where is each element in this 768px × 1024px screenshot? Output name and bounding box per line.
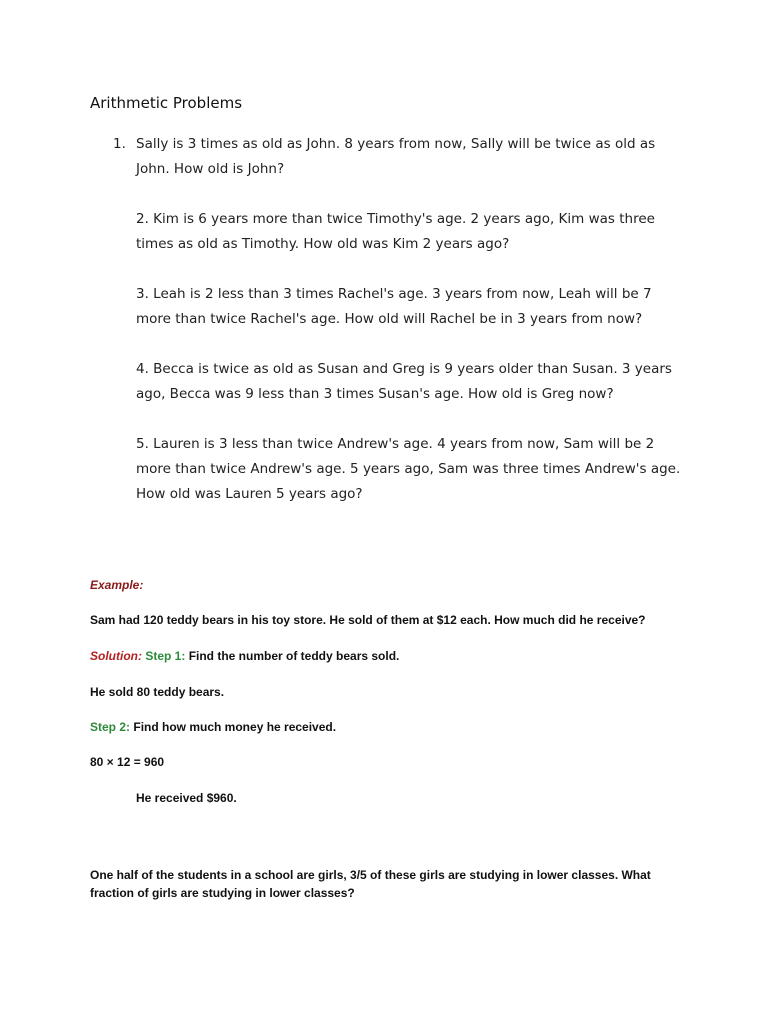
problem-1 — [136, 132, 696, 182]
calculation: 80 × 12 = 960 — [90, 755, 165, 769]
problem-2-line-2: times as old as Timothy. How old was Kim 2 years ago? — [136, 236, 510, 252]
solution-label: Solution: — [90, 649, 142, 663]
problem-3-line-1: 3. Leah is 2 less than 3 times Rachel's age. 3 years from now, Leah will be 7 — [136, 286, 652, 302]
problem-4 — [136, 357, 696, 407]
step-2-label: Step 2: — [90, 720, 131, 734]
problem-2-line-1: 2. Kim is 6 years more than twice Timothy's age. 2 years ago, Kim was three — [136, 211, 655, 227]
final-question-line-1: One half of the students in a school are girls, 3/5 of these girls are studying in lower classes. What — [90, 868, 651, 882]
problem-4-line-1: 4. Becca is twice as old as Susan and Greg is 9 years older than Susan. 3 years — [136, 361, 672, 377]
page-title: Arithmetic Problems — [90, 94, 243, 112]
problem-3-line-2: more than twice Rachel's age. How old will Rachel be in 3 years from now? — [136, 311, 643, 327]
problem-1-line-2: John. How old is John? — [136, 161, 285, 177]
step-1-label: Step 1: — [145, 649, 186, 663]
problem-1-number: 1. — [113, 136, 126, 152]
final-question — [90, 866, 710, 902]
example-question: Sam had 120 teddy bears in his toy store. He sold of them at $12 each. How much did he receive? — [90, 613, 646, 627]
problem-5-line-1: 5. Lauren is 3 less than twice Andrew's age. 4 years from now, Sam will be 2 — [136, 436, 655, 452]
example-label: Example: — [90, 578, 144, 592]
answer: He received $960. — [136, 791, 237, 805]
solution-step-2 — [90, 720, 336, 734]
step-1-text: Find the number of teddy bears sold. — [188, 649, 400, 663]
problem-5-line-3: How old was Lauren 5 years ago? — [136, 486, 363, 502]
problem-1-line-1: Sally is 3 times as old as John. 8 years from now, Sally will be twice as old as — [136, 136, 656, 152]
step-1-result: He sold 80 teddy bears. — [90, 685, 225, 699]
problem-5 — [136, 432, 696, 507]
solution-step-1 — [90, 649, 399, 663]
step-2-text: Find how much money he received. — [133, 720, 337, 734]
final-question-line-2: fraction of girls are studying in lower classes? — [90, 886, 355, 900]
problem-3 — [136, 282, 696, 332]
problem-2 — [136, 207, 696, 257]
problem-5-line-2: more than twice Andrew's age. 5 years ago, Sam was three times Andrew's age. — [136, 461, 681, 477]
problem-4-line-2: ago, Becca was 9 less than 3 times Susan's age. How old is Greg now? — [136, 386, 614, 402]
